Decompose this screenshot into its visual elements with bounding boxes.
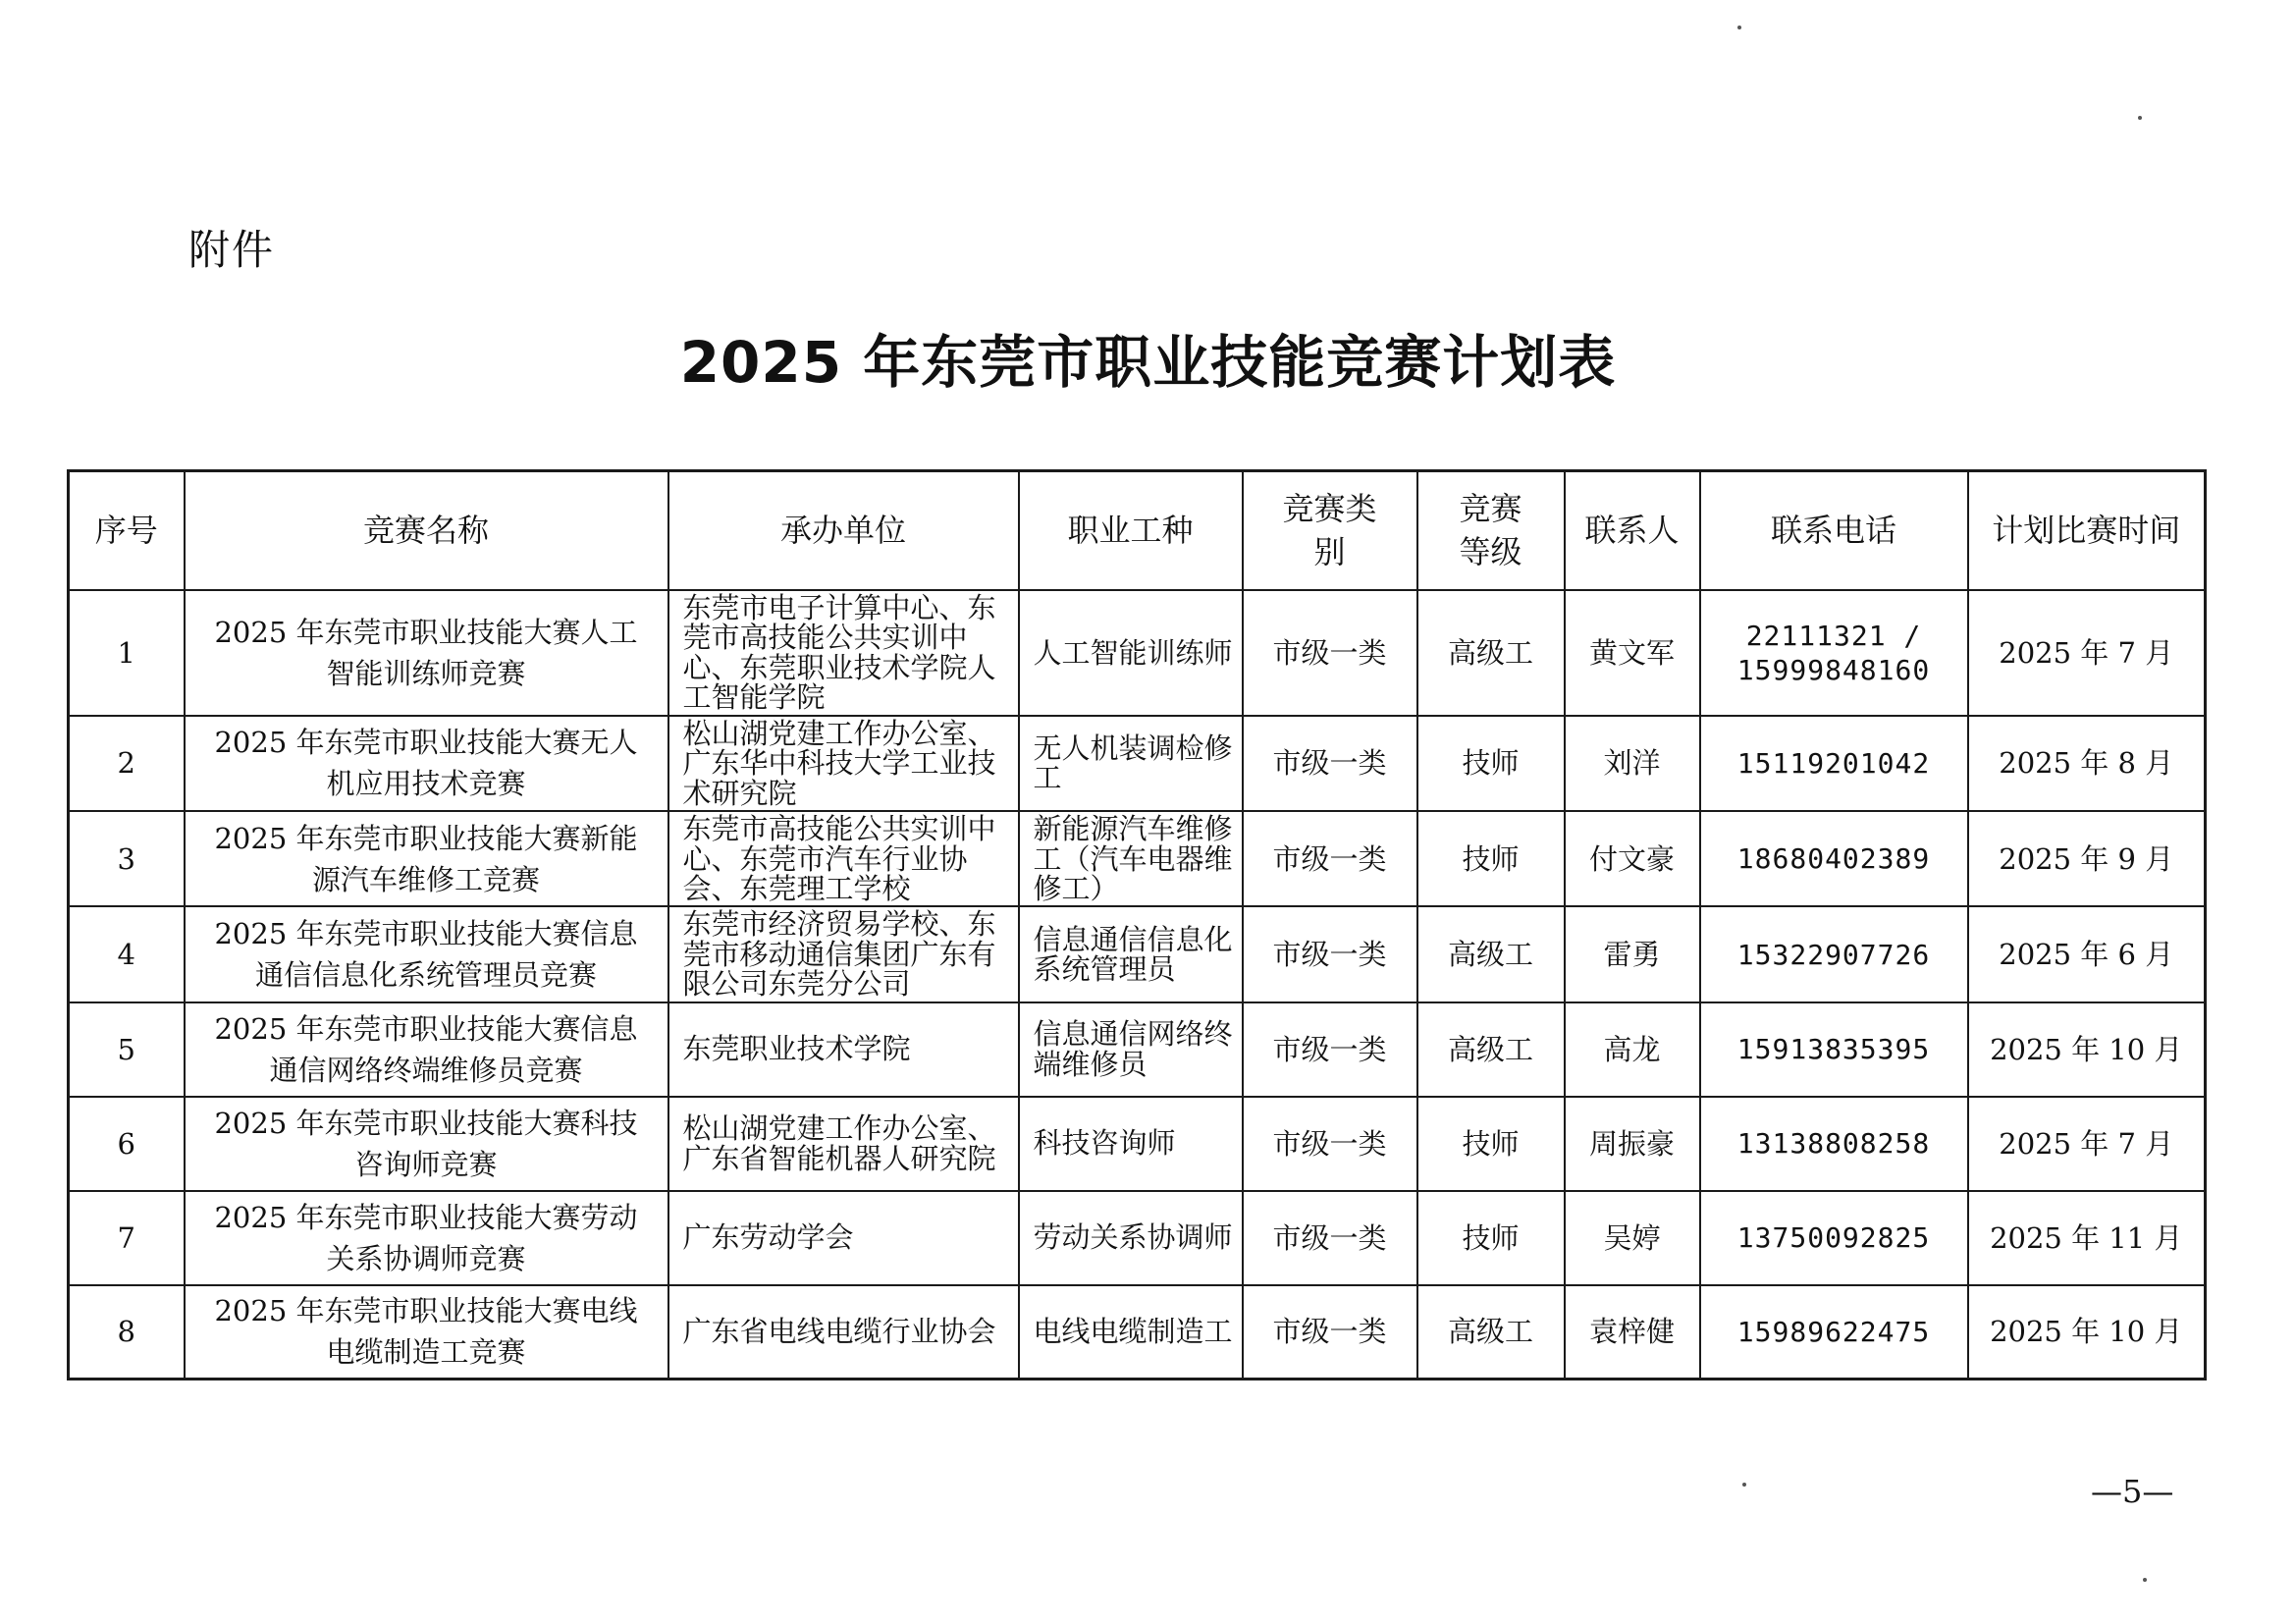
cell-competition-name: 2025 年东莞市职业技能大赛新能源汽车维修工竞赛 <box>185 811 668 906</box>
cell-seq: 1 <box>69 590 185 716</box>
cell-category: 市级一类 <box>1243 811 1417 906</box>
cell-category: 市级一类 <box>1243 1002 1417 1097</box>
cell-category: 市级一类 <box>1243 906 1417 1001</box>
competition-plan-table <box>67 469 2207 1380</box>
cell-competition-name: 2025 年东莞市职业技能大赛信息通信网络终端维修员竞赛 <box>185 1002 668 1097</box>
cell-level: 技师 <box>1417 811 1565 906</box>
scan-speck <box>1742 1483 1746 1487</box>
table-row <box>69 1097 2206 1191</box>
cell-contact: 袁梓健 <box>1565 1285 1700 1380</box>
cell-phone: 22111321 / 15999848160 <box>1700 590 1968 716</box>
cell-occupation: 新能源汽车维修工（汽车电器维修工） <box>1019 811 1243 906</box>
table-header-row <box>69 471 2206 591</box>
cell-contact: 周振豪 <box>1565 1097 1700 1191</box>
cell-category: 市级一类 <box>1243 1285 1417 1380</box>
cell-competition-name: 2025 年东莞市职业技能大赛劳动关系协调师竞赛 <box>185 1191 668 1285</box>
header-occupation: 职业工种 <box>1019 471 1243 591</box>
cell-level: 高级工 <box>1417 906 1565 1001</box>
table-row <box>69 906 2206 1001</box>
cell-host-organization: 广东劳动学会 <box>668 1191 1019 1285</box>
cell-level: 技师 <box>1417 716 1565 811</box>
header-contact: 联系人 <box>1565 471 1700 591</box>
cell-category: 市级一类 <box>1243 716 1417 811</box>
cell-competition-name: 2025 年东莞市职业技能大赛信息通信信息化系统管理员竞赛 <box>185 906 668 1001</box>
table-row <box>69 590 2206 716</box>
cell-planned-time: 2025 年 7 月 <box>1968 1097 2206 1191</box>
cell-phone: 13138808258 <box>1700 1097 1968 1191</box>
cell-competition-name: 2025 年东莞市职业技能大赛无人机应用技术竞赛 <box>185 716 668 811</box>
cell-competition-name: 2025 年东莞市职业技能大赛人工智能训练师竞赛 <box>185 590 668 716</box>
header-category: 竞赛类别 <box>1243 471 1417 591</box>
cell-seq: 4 <box>69 906 185 1001</box>
cell-seq: 7 <box>69 1191 185 1285</box>
cell-category: 市级一类 <box>1243 590 1417 716</box>
cell-planned-time: 2025 年 8 月 <box>1968 716 2206 811</box>
header-level: 竞赛等级 <box>1417 471 1565 591</box>
cell-level: 高级工 <box>1417 1285 1565 1380</box>
cell-occupation: 人工智能训练师 <box>1019 590 1243 716</box>
cell-planned-time: 2025 年 7 月 <box>1968 590 2206 716</box>
header-seq: 序号 <box>69 471 185 591</box>
cell-planned-time: 2025 年 11 月 <box>1968 1191 2206 1285</box>
cell-category: 市级一类 <box>1243 1097 1417 1191</box>
attachment-label: 附件 <box>188 226 276 274</box>
cell-seq: 8 <box>69 1285 185 1380</box>
table-row <box>69 1285 2206 1380</box>
cell-seq: 3 <box>69 811 185 906</box>
cell-seq: 2 <box>69 716 185 811</box>
scan-speck <box>2143 1578 2147 1582</box>
cell-occupation: 电线电缆制造工 <box>1019 1285 1243 1380</box>
cell-contact: 黄文军 <box>1565 590 1700 716</box>
cell-category: 市级一类 <box>1243 1191 1417 1285</box>
cell-host-organization: 松山湖党建工作办公室、广东华中科技大学工业技术研究院 <box>668 716 1019 811</box>
cell-occupation: 无人机装调检修工 <box>1019 716 1243 811</box>
cell-level: 技师 <box>1417 1097 1565 1191</box>
cell-contact: 刘洋 <box>1565 716 1700 811</box>
cell-phone: 15322907726 <box>1700 906 1968 1001</box>
header-planned-time: 计划比赛时间 <box>1968 471 2206 591</box>
cell-competition-name: 2025 年东莞市职业技能大赛电线电缆制造工竞赛 <box>185 1285 668 1380</box>
scan-speck <box>2138 116 2142 120</box>
cell-phone: 15989622475 <box>1700 1285 1968 1380</box>
header-competition-name: 竞赛名称 <box>185 471 668 591</box>
cell-host-organization: 东莞市经济贸易学校、东莞市移动通信集团广东有限公司东莞分公司 <box>668 906 1019 1001</box>
cell-host-organization: 东莞市高技能公共实训中心、东莞市汽车行业协会、东莞理工学校 <box>668 811 1019 906</box>
cell-phone: 15913835395 <box>1700 1002 1968 1097</box>
table-row <box>69 1191 2206 1285</box>
cell-planned-time: 2025 年 9 月 <box>1968 811 2206 906</box>
header-phone: 联系电话 <box>1700 471 1968 591</box>
cell-seq: 5 <box>69 1002 185 1097</box>
scan-speck <box>1737 26 1741 29</box>
cell-planned-time: 2025 年 6 月 <box>1968 906 2206 1001</box>
table-row <box>69 1002 2206 1097</box>
cell-host-organization: 松山湖党建工作办公室、广东省智能机器人研究院 <box>668 1097 1019 1191</box>
cell-occupation: 信息通信网络终端维修员 <box>1019 1002 1243 1097</box>
cell-phone: 15119201042 <box>1700 716 1968 811</box>
cell-host-organization: 东莞市电子计算中心、东莞市高技能公共实训中心、东莞职业技术学院人工智能学院 <box>668 590 1019 716</box>
cell-planned-time: 2025 年 10 月 <box>1968 1002 2206 1097</box>
cell-phone: 13750092825 <box>1700 1191 1968 1285</box>
cell-contact: 吴婷 <box>1565 1191 1700 1285</box>
cell-competition-name: 2025 年东莞市职业技能大赛科技咨询师竞赛 <box>185 1097 668 1191</box>
cell-occupation: 科技咨询师 <box>1019 1097 1243 1191</box>
cell-host-organization: 广东省电线电缆行业协会 <box>668 1285 1019 1380</box>
cell-occupation: 劳动关系协调师 <box>1019 1191 1243 1285</box>
cell-level: 高级工 <box>1417 1002 1565 1097</box>
header-host-organization: 承办单位 <box>668 471 1019 591</box>
cell-host-organization: 东莞职业技术学院 <box>668 1002 1019 1097</box>
cell-seq: 6 <box>69 1097 185 1191</box>
cell-phone: 18680402389 <box>1700 811 1968 906</box>
cell-contact: 付文豪 <box>1565 811 1700 906</box>
cell-occupation: 信息通信信息化系统管理员 <box>1019 906 1243 1001</box>
cell-contact: 雷勇 <box>1565 906 1700 1001</box>
page-number: —5— <box>2091 1473 2174 1510</box>
table-row <box>69 716 2206 811</box>
cell-level: 高级工 <box>1417 590 1565 716</box>
cell-contact: 高龙 <box>1565 1002 1700 1097</box>
cell-level: 技师 <box>1417 1191 1565 1285</box>
document-title: 2025 年东莞市职业技能竞赛计划表 <box>679 329 1617 396</box>
table-row <box>69 811 2206 906</box>
cell-planned-time: 2025 年 10 月 <box>1968 1285 2206 1380</box>
